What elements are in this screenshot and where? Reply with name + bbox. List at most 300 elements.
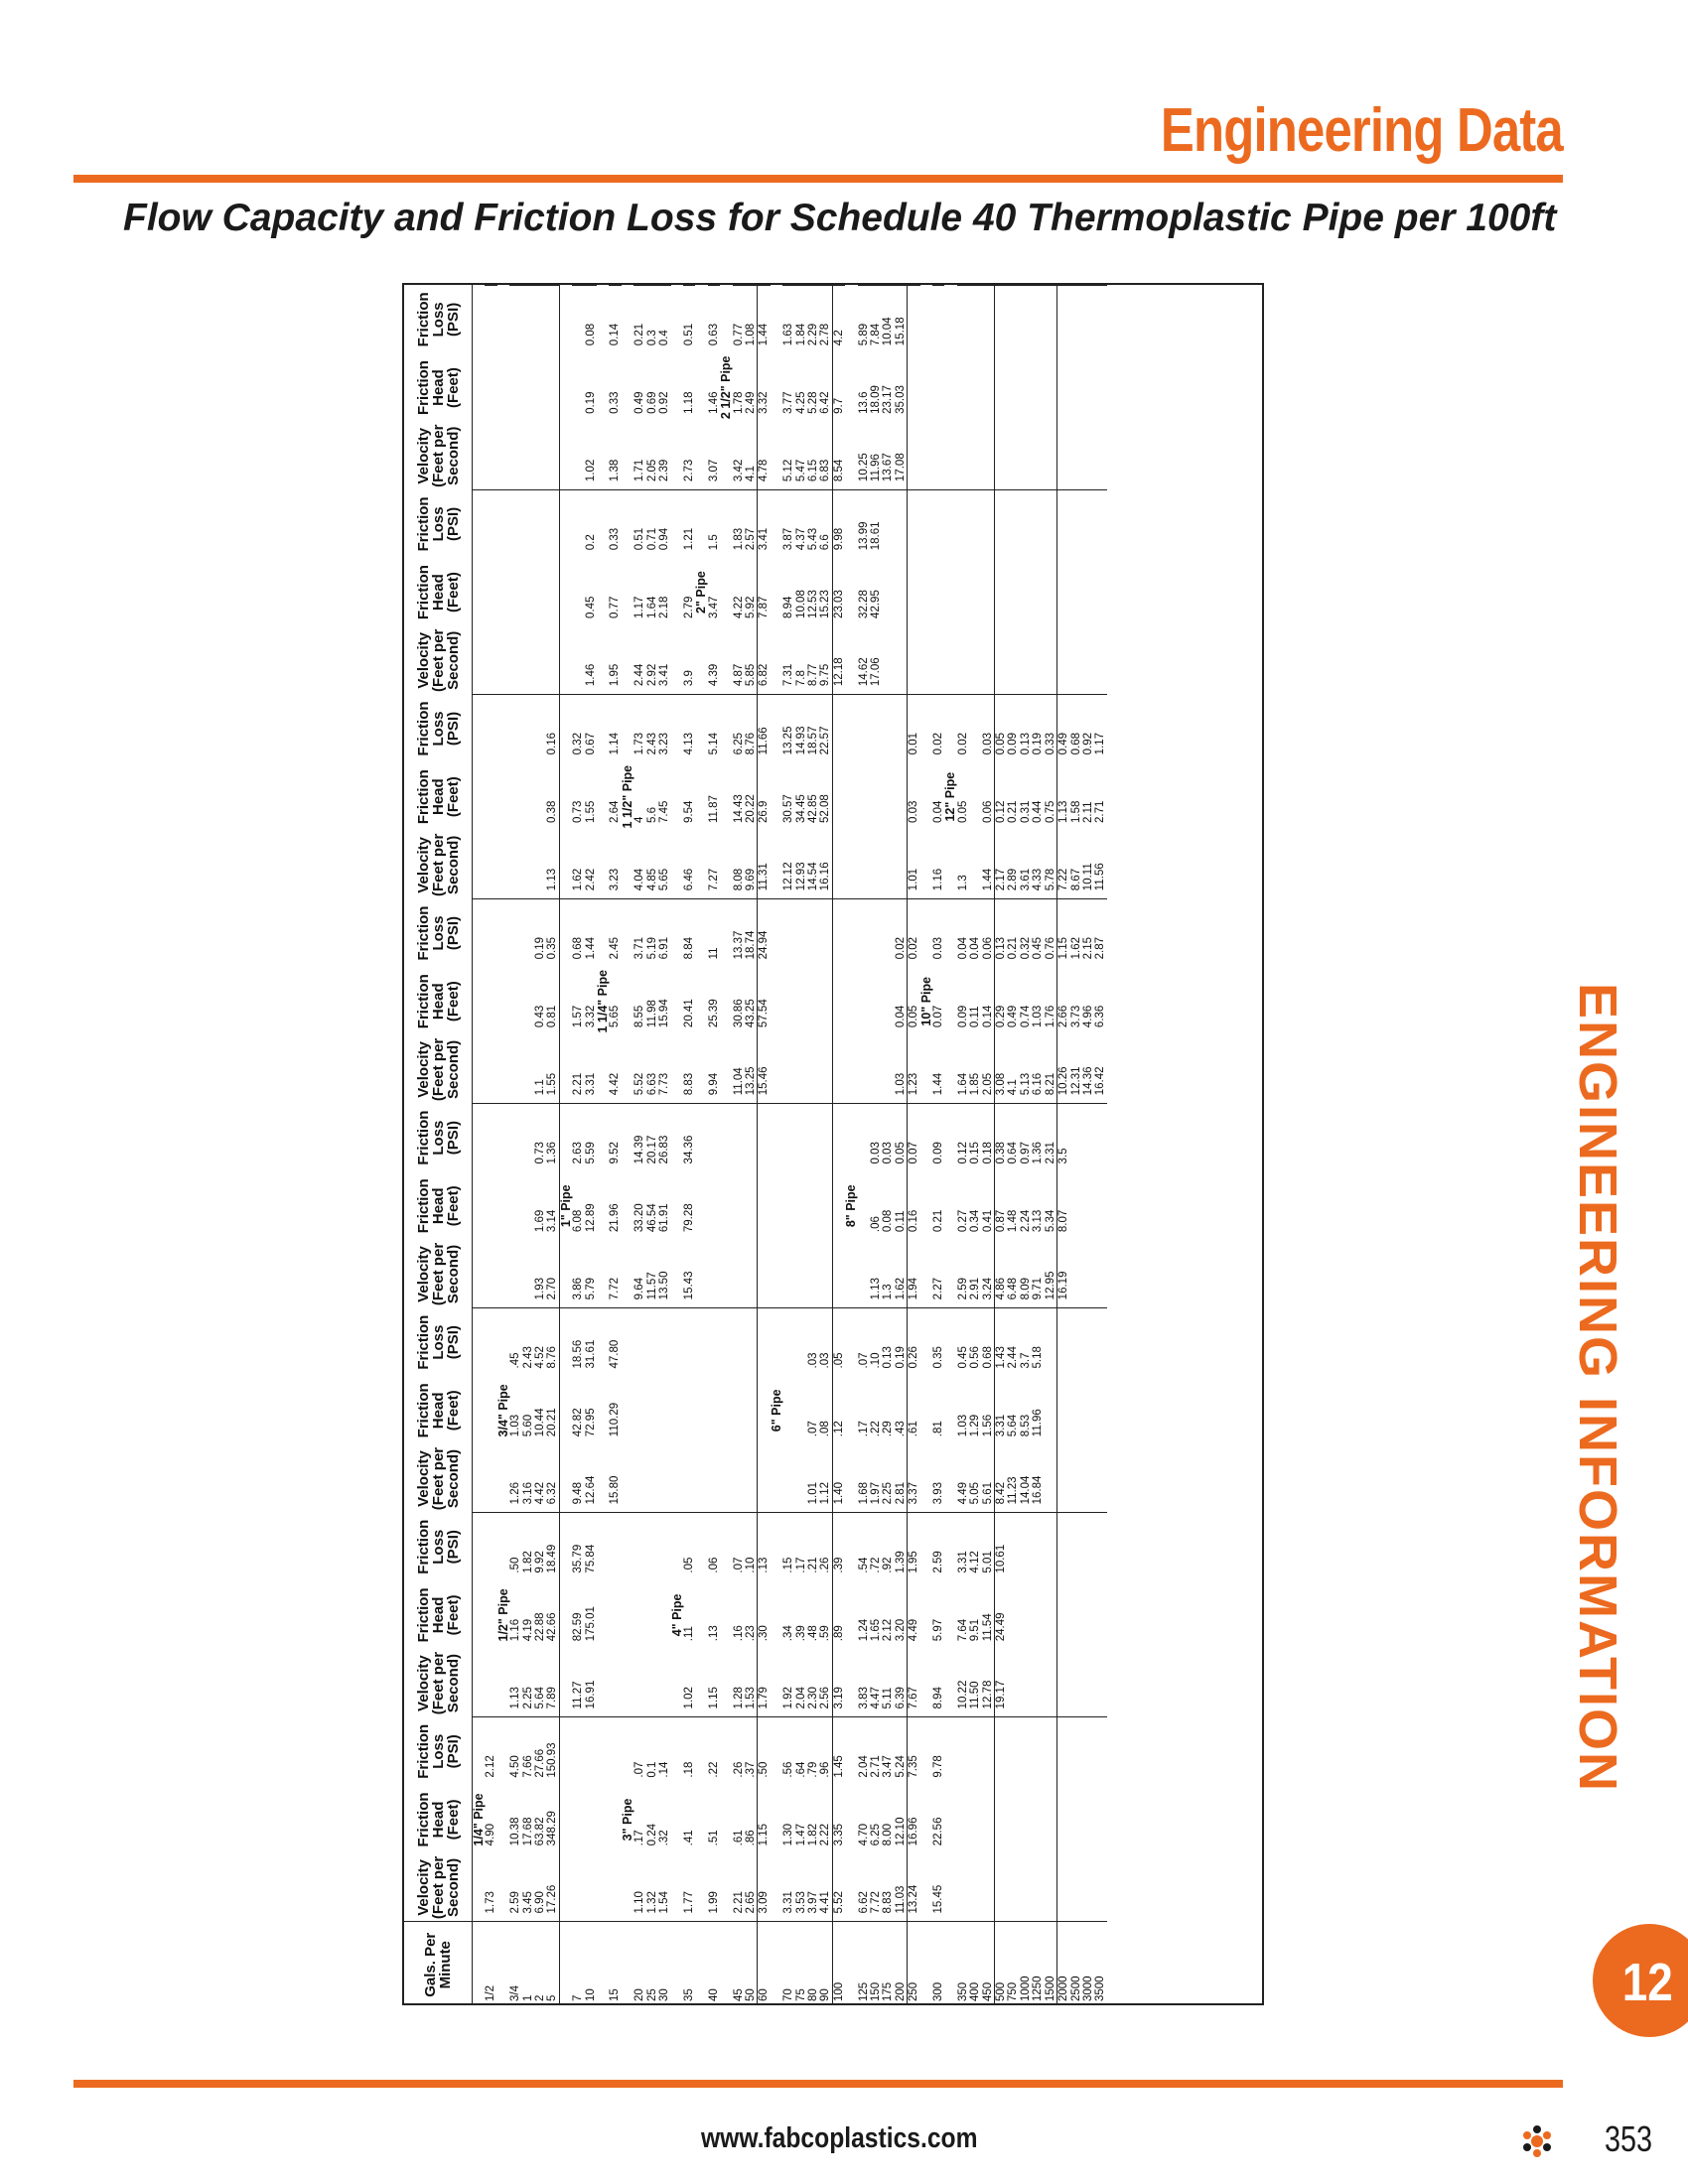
- friction-head-cell: 22.56: [932, 1817, 945, 1846]
- pipe-size-label: 3/4" Pipe: [497, 1308, 509, 1513]
- friction-head-cell: 11.87: [707, 795, 720, 823]
- gpm-cell: 2: [534, 1922, 546, 2005]
- friction-loss-cell: .26: [733, 1717, 745, 1786]
- friction-loss-cell: 1.44: [758, 286, 771, 354]
- friction-loss-cell: 15.18: [895, 286, 908, 354]
- table-row: [795, 286, 807, 2006]
- friction-loss-cell: [522, 695, 534, 763]
- velocity-cell: 7.27: [707, 868, 720, 891]
- velocity-cell: 6.15: [806, 459, 819, 482]
- friction-head-cell: 0.44: [1032, 800, 1045, 823]
- friction-head-cell: 3.73: [1069, 1005, 1082, 1028]
- friction-head-cell: [1032, 558, 1044, 626]
- friction-loss-cell: 7.66: [522, 1717, 534, 1786]
- friction-loss-cell: [585, 1717, 597, 1786]
- table-row: [485, 286, 496, 2006]
- velocity-cell: [782, 1444, 794, 1513]
- velocity-cell: [1082, 1649, 1094, 1717]
- header-friction-loss: Friction Loss (PSI): [404, 490, 473, 559]
- friction-head-cell: [1020, 353, 1032, 422]
- pipe-size-label-row: [473, 286, 486, 2006]
- friction-loss-cell: .54: [858, 1513, 870, 1581]
- velocity-cell: 7.67: [908, 1649, 920, 1717]
- velocity-cell: [733, 1444, 745, 1513]
- velocity-cell: 2.27: [932, 1277, 945, 1300]
- friction-head-cell: 42.95: [870, 590, 882, 618]
- friction-head-cell: [819, 967, 832, 1035]
- friction-head-cell: [1032, 1786, 1044, 1854]
- pipe-size-label-row: [920, 286, 932, 2006]
- velocity-cell: 8.94: [932, 1687, 945, 1709]
- friction-head-cell: 0.38: [546, 800, 559, 823]
- friction-loss-cell: 27.66: [534, 1717, 546, 1786]
- velocity-cell: 3.19: [832, 1649, 845, 1717]
- friction-loss-cell: 5.14: [708, 695, 720, 763]
- friction-loss-cell: [1007, 1513, 1019, 1581]
- pipe-size-label-row: [720, 286, 732, 2006]
- friction-loss-cell: 0.68: [982, 1308, 995, 1377]
- friction-head-cell: 42.85: [806, 794, 819, 823]
- velocity-cell: 1.53: [744, 1687, 757, 1709]
- velocity-cell: 9.71: [1032, 1277, 1045, 1300]
- friction-head-cell: [509, 762, 521, 831]
- friction-head-cell: [882, 967, 894, 1035]
- friction-loss-cell: 18.61: [870, 490, 882, 559]
- velocity-cell: [485, 422, 496, 490]
- friction-loss-cell: 4.12: [969, 1513, 981, 1581]
- friction-head-cell: 32.28: [857, 590, 870, 618]
- velocity-cell: 3.31: [584, 1072, 597, 1096]
- friction-loss-cell: 6.91: [658, 899, 670, 968]
- velocity-cell: 3.83: [857, 1687, 870, 1709]
- friction-loss-cell: [1020, 286, 1032, 354]
- velocity-cell: 2.56: [819, 1687, 832, 1709]
- velocity-cell: [782, 1240, 794, 1308]
- velocity-cell: 2.25: [521, 1687, 534, 1709]
- friction-loss-cell: [658, 1308, 670, 1377]
- pipe-size-label-row: [845, 286, 857, 2006]
- friction-loss-cell: [1082, 1717, 1094, 1786]
- friction-head-cell: [932, 353, 944, 422]
- velocity-cell: 8.21: [1044, 1072, 1056, 1096]
- friction-loss-cell: 13.37: [733, 899, 745, 968]
- velocity-cell: 5.61: [981, 1481, 994, 1505]
- footer-url[interactable]: www.fabcoplastics.com: [701, 2122, 978, 2154]
- friction-head-cell: 3.77: [782, 391, 795, 414]
- friction-head-cell: .32: [658, 1830, 671, 1846]
- friction-head-cell: [995, 558, 1008, 626]
- pipe-size-label-row: [671, 286, 683, 2006]
- friction-head-cell: 21.96: [609, 1203, 622, 1233]
- friction-head-cell: .43: [894, 1421, 907, 1437]
- friction-loss-cell: [1057, 1717, 1070, 1786]
- header-gallons-per-minute: Gals. Per Minute: [404, 1922, 473, 2005]
- friction-head-cell: [1057, 1786, 1070, 1854]
- friction-head-cell: [782, 967, 794, 1035]
- friction-loss-cell: [895, 490, 908, 559]
- friction-head-cell: .41: [682, 1830, 695, 1846]
- friction-loss-cell: [708, 1308, 720, 1377]
- table-row: [1082, 286, 1094, 2006]
- friction-loss-cell: .05: [832, 1308, 845, 1377]
- velocity-cell: [509, 831, 521, 899]
- friction-head-cell: [1070, 1581, 1082, 1650]
- friction-head-cell: 1.15: [758, 1786, 771, 1854]
- friction-head-cell: [1082, 1581, 1094, 1650]
- friction-head-cell: [969, 762, 981, 831]
- velocity-cell: 4.42: [534, 1481, 547, 1505]
- velocity-cell: [708, 1444, 720, 1513]
- friction-loss-cell: 0.38: [995, 1104, 1008, 1172]
- velocity-cell: 2.91: [969, 1277, 982, 1300]
- velocity-cell: 2.92: [645, 663, 658, 687]
- friction-loss-cell: 13.25: [782, 695, 794, 763]
- velocity-cell: 1.68: [857, 1481, 870, 1505]
- table-row: [708, 286, 720, 2006]
- friction-loss-cell: [908, 490, 920, 559]
- friction-loss-cell: [819, 1104, 832, 1172]
- friction-head-cell: 12.89: [584, 1203, 597, 1233]
- velocity-cell: [1094, 1853, 1106, 1922]
- velocity-cell: 1.71: [633, 459, 646, 482]
- velocity-cell: 9.75: [819, 663, 832, 687]
- velocity-cell: 14.36: [1081, 1066, 1094, 1096]
- gpm-cell: 20: [633, 1922, 645, 2005]
- velocity-cell: [1032, 422, 1044, 490]
- gpm-cell: 40: [708, 1922, 720, 2005]
- gpm-cell: 75: [795, 1922, 807, 2005]
- friction-head-cell: [1094, 1171, 1106, 1240]
- friction-loss-cell: [509, 490, 521, 559]
- velocity-cell: [1045, 1649, 1057, 1717]
- friction-head-cell: [995, 353, 1008, 422]
- friction-loss-cell: [1045, 490, 1057, 559]
- velocity-cell: 6.39: [894, 1687, 907, 1709]
- friction-head-cell: [1057, 558, 1070, 626]
- velocity-cell: 14.62: [857, 657, 870, 687]
- friction-head-cell: [609, 1786, 621, 1854]
- gpm-cell: 70: [782, 1922, 794, 2005]
- friction-head-cell: [957, 353, 969, 422]
- velocity-cell: 6.90: [534, 1891, 547, 1914]
- velocity-cell: 14.54: [806, 862, 819, 891]
- friction-head-cell: [646, 1377, 658, 1445]
- velocity-cell: [658, 1444, 670, 1513]
- friction-head-cell: [1082, 1786, 1094, 1854]
- friction-loss-cell: 0.51: [683, 286, 695, 354]
- velocity-cell: 13.25: [744, 1066, 757, 1096]
- velocity-cell: [1057, 422, 1070, 490]
- friction-head-cell: 8.53: [1019, 1414, 1032, 1437]
- friction-loss-cell: .92: [882, 1513, 894, 1581]
- friction-head-cell: 18.09: [870, 385, 882, 414]
- friction-head-cell: 35.03: [894, 385, 907, 414]
- velocity-cell: 3.16: [521, 1481, 534, 1505]
- friction-head-cell: 17.68: [521, 1817, 534, 1846]
- velocity-cell: [1057, 1649, 1070, 1717]
- velocity-cell: 4.33: [1032, 868, 1045, 891]
- velocity-cell: [1070, 1649, 1082, 1717]
- header-friction-head: Friction Head (Feet): [404, 558, 473, 626]
- friction-loss-cell: .10: [745, 1513, 758, 1581]
- friction-head-cell: [957, 558, 969, 626]
- velocity-cell: 2.21: [732, 1891, 745, 1914]
- velocity-cell: 10.26: [1057, 1035, 1070, 1104]
- friction-head-cell: [658, 1581, 670, 1650]
- friction-head-cell: [534, 558, 546, 626]
- velocity-cell: [795, 1035, 807, 1104]
- friction-loss-cell: 3.71: [633, 899, 645, 968]
- friction-loss-cell: [969, 1717, 981, 1786]
- friction-loss-cell: [932, 286, 944, 354]
- friction-loss-cell: 75.84: [585, 1513, 597, 1581]
- friction-loss-cell: [745, 1308, 758, 1377]
- friction-loss-cell: 1.83: [733, 490, 745, 559]
- friction-head-cell: 5.60: [521, 1414, 534, 1437]
- friction-loss-cell: [1057, 286, 1070, 354]
- velocity-cell: 8.77: [806, 663, 819, 687]
- friction-loss-cell: 5.89: [858, 286, 870, 354]
- friction-loss-cell: 13.99: [858, 490, 870, 559]
- velocity-cell: [683, 1444, 695, 1513]
- friction-loss-cell: 10.61: [995, 1513, 1008, 1581]
- gpm-cell: 5: [546, 1922, 559, 2005]
- table-row: [858, 286, 870, 2006]
- friction-head-cell: 3.32: [584, 1005, 597, 1028]
- friction-loss-cell: [957, 490, 969, 559]
- friction-loss-cell: [1094, 1308, 1106, 1377]
- friction-head-cell: [782, 1171, 794, 1240]
- friction-head-cell: 0.43: [534, 1005, 547, 1028]
- velocity-cell: [908, 626, 920, 695]
- velocity-cell: 5.64: [534, 1687, 547, 1709]
- friction-loss-cell: .72: [870, 1513, 882, 1581]
- gpm-cell: 90: [819, 1922, 832, 2005]
- friction-loss-cell: 2.29: [807, 286, 819, 354]
- friction-loss-cell: .22: [708, 1717, 720, 1786]
- friction-head-cell: 0.45: [584, 596, 597, 618]
- velocity-cell: [957, 422, 969, 490]
- header-friction-loss: Friction Loss (PSI): [404, 1104, 473, 1172]
- velocity-cell: 15.43: [682, 1271, 695, 1300]
- friction-loss-cell: [683, 1308, 695, 1377]
- friction-loss-cell: [832, 695, 845, 763]
- friction-head-cell: 4.70: [857, 1823, 870, 1846]
- velocity-cell: 9.64: [633, 1277, 646, 1300]
- velocity-cell: 16.84: [1032, 1475, 1045, 1505]
- friction-loss-cell: 34.36: [683, 1104, 695, 1172]
- velocity-cell: 4.41: [819, 1891, 832, 1914]
- table-row: [585, 286, 597, 2006]
- friction-head-cell: [1082, 353, 1094, 422]
- header-friction-head: Friction Head (Feet): [404, 762, 473, 831]
- friction-head-cell: 2.12: [882, 1618, 895, 1642]
- friction-head-cell: 1.46: [707, 391, 720, 414]
- friction-loss-cell: [485, 1308, 496, 1377]
- friction-head-cell: 7.64: [956, 1618, 969, 1642]
- velocity-cell: 1.40: [832, 1444, 845, 1513]
- friction-loss-cell: [509, 899, 521, 968]
- friction-head-cell: [1082, 1171, 1094, 1240]
- friction-loss-cell: 11.66: [758, 695, 771, 763]
- friction-head-cell: 13.6: [857, 391, 870, 414]
- velocity-cell: 4.39: [707, 663, 720, 687]
- velocity-cell: [1007, 1853, 1019, 1922]
- table-row: [1007, 286, 1019, 2006]
- velocity-cell: [1082, 1240, 1094, 1308]
- velocity-cell: 6.63: [645, 1072, 658, 1096]
- table-row: [683, 286, 695, 2006]
- velocity-cell: 11.96: [870, 454, 882, 482]
- friction-head-cell: 42.66: [546, 1612, 559, 1642]
- friction-head-cell: [882, 762, 894, 831]
- velocity-cell: 1.02: [584, 459, 597, 482]
- friction-head-cell: .39: [794, 1625, 807, 1642]
- friction-loss-cell: 6.25: [733, 695, 745, 763]
- gpm-cell: 45: [733, 1922, 745, 2005]
- velocity-cell: [534, 831, 546, 899]
- velocity-cell: 1.02: [682, 1687, 695, 1709]
- friction-head-cell: [895, 558, 908, 626]
- velocity-cell: 1.32: [645, 1891, 658, 1914]
- velocity-cell: [522, 1240, 534, 1308]
- friction-head-cell: [758, 1171, 771, 1240]
- friction-loss-cell: [609, 1717, 621, 1786]
- friction-loss-cell: 0.19: [534, 899, 546, 968]
- velocity-cell: [1020, 422, 1032, 490]
- velocity-cell: 1.01: [908, 831, 920, 899]
- friction-loss-cell: 0.18: [982, 1104, 995, 1172]
- friction-loss-cell: 1.21: [683, 490, 695, 559]
- friction-head-cell: [646, 1581, 658, 1650]
- velocity-cell: 2.25: [882, 1481, 895, 1505]
- velocity-cell: 3.41: [658, 663, 671, 687]
- friction-head-cell: .08: [819, 1421, 832, 1437]
- friction-loss-cell: [882, 695, 894, 763]
- header-friction-loss: Friction Loss (PSI): [404, 899, 473, 968]
- gpm-cell: 1000: [1020, 1922, 1032, 2005]
- side-tab-label: ENGINEERING INFORMATION: [1568, 983, 1627, 1794]
- velocity-cell: [870, 1035, 882, 1104]
- section-title: Engineering Data: [1161, 96, 1563, 165]
- friction-head-cell: [807, 967, 819, 1035]
- header-velocity: Velocity (Feet per Second): [404, 1035, 473, 1104]
- friction-loss-cell: [1094, 1717, 1106, 1786]
- friction-loss-cell: .50: [509, 1513, 521, 1581]
- page-title: Flow Capacity and Friction Loss for Schedule 40 Thermoplastic Pipe per 100ft: [123, 197, 1557, 239]
- friction-head-cell: 16.96: [908, 1786, 920, 1854]
- velocity-cell: 10.25: [857, 453, 870, 482]
- friction-head-cell: 0.41: [981, 1209, 994, 1233]
- velocity-cell: [572, 626, 584, 695]
- velocity-cell: [758, 1240, 771, 1308]
- friction-loss-cell: .15: [782, 1513, 794, 1581]
- velocity-cell: 5.52: [633, 1072, 646, 1096]
- velocity-cell: [969, 1853, 981, 1922]
- friction-loss-cell: 0.71: [646, 490, 658, 559]
- friction-loss-cell: [572, 490, 584, 559]
- velocity-cell: 5.12: [782, 459, 795, 482]
- friction-head-cell: 6.36: [1094, 1005, 1107, 1028]
- friction-head-cell: 0.69: [645, 391, 658, 414]
- friction-head-cell: 8.07: [1057, 1171, 1070, 1240]
- friction-loss-cell: .06: [708, 1513, 720, 1581]
- friction-head-cell: 2.18: [658, 596, 671, 618]
- friction-loss-cell: [858, 899, 870, 968]
- friction-head-cell: [1057, 353, 1070, 422]
- friction-loss-cell: 9.98: [832, 490, 845, 559]
- friction-loss-cell: [807, 1104, 819, 1172]
- friction-loss-cell: [882, 899, 894, 968]
- gpm-cell: 175: [882, 1922, 894, 2005]
- velocity-cell: 12.12: [782, 862, 795, 891]
- gpm-cell: 200: [895, 1922, 908, 2005]
- friction-loss-cell: [1070, 1308, 1082, 1377]
- table-row: [1094, 286, 1106, 2006]
- friction-loss-cell: 2.59: [932, 1513, 944, 1581]
- friction-head-cell: [1094, 1581, 1106, 1650]
- header-friction-loss: Friction Loss (PSI): [404, 695, 473, 763]
- velocity-cell: 1.77: [682, 1891, 695, 1914]
- velocity-cell: 9.69: [744, 868, 757, 891]
- friction-loss-cell: 1.73: [633, 695, 645, 763]
- friction-loss-cell: [995, 1717, 1008, 1786]
- friction-loss-cell: [522, 286, 534, 354]
- gpm-cell: 150: [870, 1922, 882, 2005]
- friction-loss-cell: [509, 695, 521, 763]
- friction-head-cell: 46.54: [645, 1203, 658, 1233]
- velocity-cell: [1070, 1444, 1082, 1513]
- friction-loss-cell: 5.19: [646, 899, 658, 968]
- friction-loss-cell: .37: [745, 1717, 758, 1786]
- friction-head-cell: [1007, 558, 1019, 626]
- friction-head-cell: 30.86: [732, 999, 745, 1028]
- friction-head-cell: [1045, 558, 1057, 626]
- friction-loss-cell: 9.92: [534, 1513, 546, 1581]
- velocity-cell: 6.83: [819, 459, 832, 482]
- velocity-cell: [807, 1035, 819, 1104]
- friction-loss-cell: [1032, 1513, 1044, 1581]
- velocity-cell: [1020, 1649, 1032, 1717]
- velocity-cell: [1007, 422, 1019, 490]
- friction-head-cell: .81: [932, 1421, 945, 1437]
- gpm-cell: 3000: [1082, 1922, 1094, 2005]
- friction-loss-cell: 0.35: [932, 1308, 944, 1377]
- friction-loss-cell: [870, 695, 882, 763]
- friction-head-cell: [858, 762, 870, 831]
- velocity-cell: [832, 831, 845, 899]
- velocity-cell: 3.09: [758, 1853, 771, 1922]
- velocity-cell: [1020, 1853, 1032, 1922]
- velocity-cell: 2.30: [806, 1687, 819, 1709]
- friction-head-cell: 0.33: [609, 391, 622, 414]
- gpm-cell: 1: [522, 1922, 534, 2005]
- velocity-cell: [1070, 1853, 1082, 1922]
- velocity-cell: 4.87: [732, 663, 745, 687]
- velocity-cell: 5.11: [882, 1687, 895, 1709]
- friction-head-cell: .22: [870, 1421, 882, 1437]
- velocity-cell: 17.06: [870, 657, 882, 687]
- friction-head-cell: 10.08: [794, 590, 807, 618]
- friction-loss-cell: [1094, 490, 1106, 559]
- friction-head-cell: [633, 1377, 645, 1445]
- friction-loss-cell: 3.41: [758, 490, 771, 559]
- header-velocity: Velocity (Feet per Second): [404, 1240, 473, 1308]
- velocity-cell: 12.78: [981, 1680, 994, 1709]
- friction-loss-cell: 2.44: [1007, 1308, 1019, 1377]
- friction-head-cell: [1020, 558, 1032, 626]
- velocity-cell: 17.08: [894, 453, 907, 482]
